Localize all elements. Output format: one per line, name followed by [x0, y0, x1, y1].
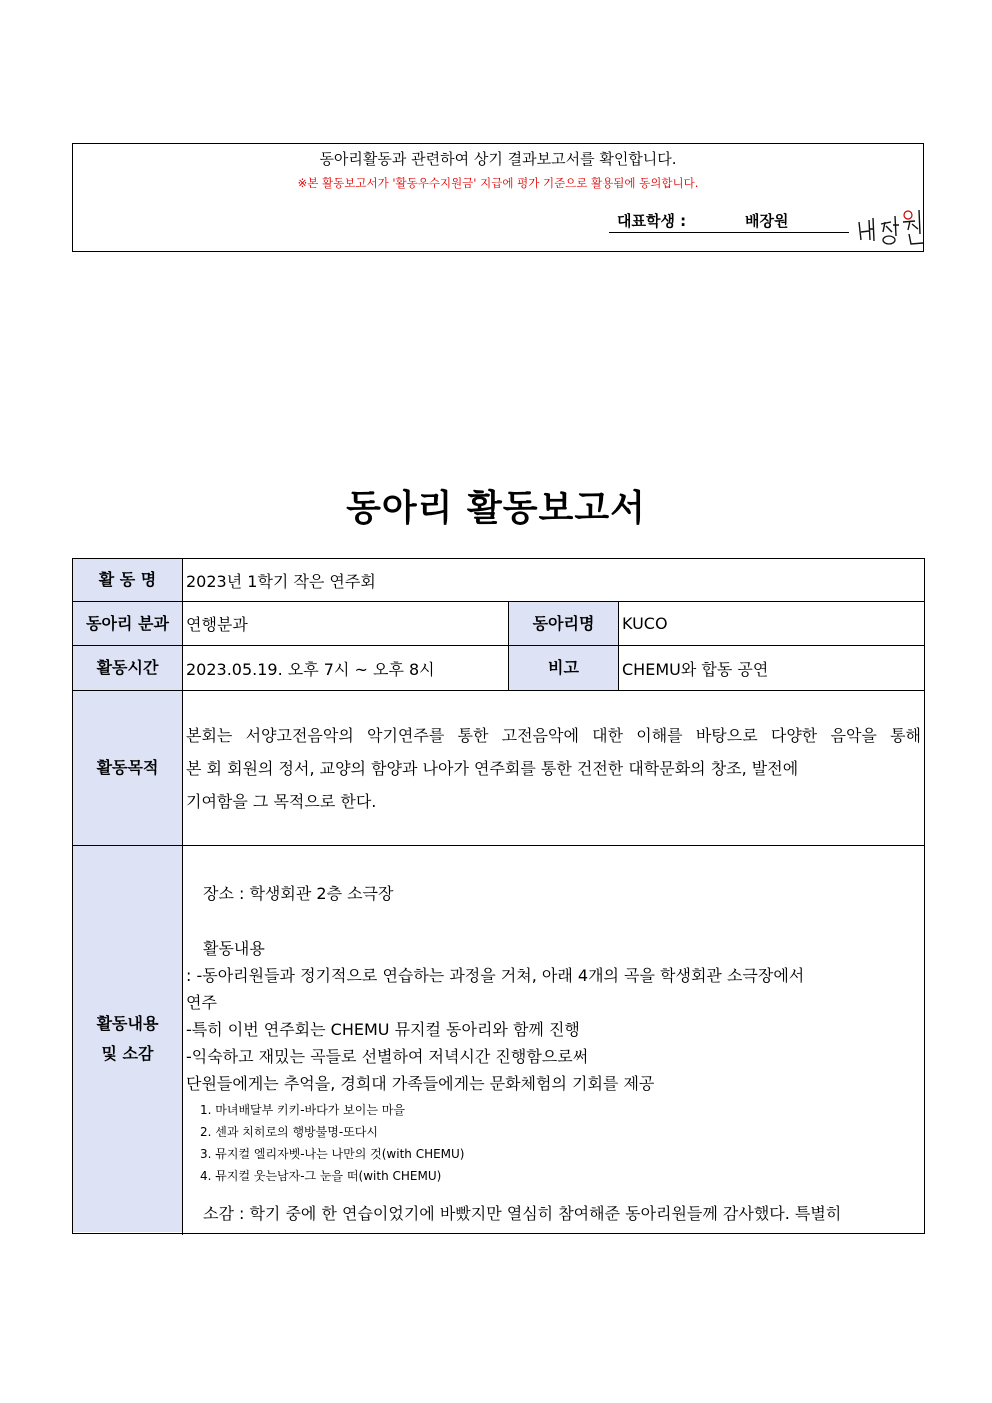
content-line: -익숙하고 재밌는 곡들로 선별하여 저녁시간 진행함으로써: [186, 1047, 589, 1066]
song-item: 3. 뮤지컬 엘리자벳-나는 나만의 것(with CHEMU): [200, 1147, 465, 1161]
content-line: -특히 이번 연주회는 CHEMU 뮤지컬 동아리와 함께 진행: [186, 1020, 580, 1039]
content-label: [73, 846, 182, 1232]
remarks-value: CHEMU와 합동 공연: [622, 659, 769, 679]
purpose-line: 본회는 서양고전음악의 악기연주를 통한 고전음악에 대한 이해를 바탕으로 다양한 음악을 통해: [186, 726, 921, 745]
place-line: 장소 : 학생회관 2층 소극장: [203, 884, 394, 903]
impression-line: 소감 : 학기 중에 한 연습이었기에 바빴지만 열심히 참여해준 동아리원들께 감사했다. 특별히: [203, 1204, 842, 1223]
representative-label: 대표학생 :: [617, 212, 687, 230]
signature: [855, 202, 925, 246]
club-name-value: KUCO: [622, 614, 668, 633]
activity-report-form: [72, 558, 925, 1234]
club-name-label: 동아리명: [509, 602, 618, 645]
division-label: 동아리 분과: [73, 602, 182, 645]
activity-name-value: 2023년 1학기 작은 연주회: [186, 571, 376, 591]
confirmation-statement: 동아리활동과 관련하여 상기 결과보고서를 확인합니다.: [319, 150, 677, 168]
activity-name-label: 활 동 명: [73, 559, 182, 601]
song-item: 4. 뮤지컬 웃는남자-그 눈을 떠(with CHEMU): [200, 1169, 442, 1183]
purpose-label: 활동목적: [73, 691, 182, 845]
purpose-text: [186, 719, 921, 818]
content-label-line: 및 소감: [101, 1044, 154, 1063]
song-item: 2. 센과 치히로의 행방불명-또다시: [200, 1125, 378, 1139]
row-divider: [73, 690, 924, 691]
purpose-line: 기여함을 그 목적으로 한다.: [186, 792, 377, 811]
document-title: 동아리 활동보고서: [346, 488, 646, 529]
content-label-line: 활동내용: [96, 1014, 159, 1033]
representative-name: 배장원: [745, 212, 789, 230]
consent-note: ※본 활동보고서가 '활동우수지원금' 지급에 평가 기준으로 활용됨에 동의합니다.: [297, 176, 699, 190]
activity-time-value: 2023.05.19. 오후 7시 ~ 오후 8시: [186, 659, 435, 679]
song-item: 1. 마녀배달부 키키-바다가 보이는 마을: [200, 1103, 405, 1117]
remarks-label: 비고: [509, 646, 618, 690]
content-line: 연주: [186, 993, 217, 1012]
content-line: : -동아리원들과 정기적으로 연습하는 과정을 거쳐, 아래 4개의 곡을 학생회관 소극장에서: [186, 966, 805, 985]
content-heading: 활동내용: [203, 939, 265, 958]
row-divider: [73, 845, 924, 846]
purpose-line: 본 회 회원의 정서, 교양의 함양과 나아가 연주회를 통한 건전한 대학문화의 창조, 발전에: [186, 759, 799, 778]
content-line: 단원들에게는 추억을, 경희대 가족들에게는 문화체험의 기회를 제공: [186, 1074, 655, 1093]
representative-line: [609, 210, 849, 233]
division-value: 연행분과: [186, 615, 248, 634]
activity-time-label: 활동시간: [73, 646, 182, 690]
confirmation-box: [72, 143, 924, 252]
